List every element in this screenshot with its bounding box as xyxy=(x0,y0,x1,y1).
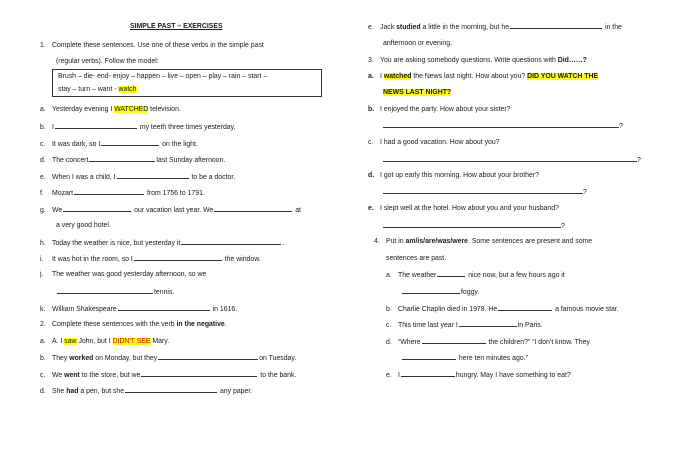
answer-blank[interactable] xyxy=(125,386,217,393)
answer-blank[interactable] xyxy=(383,155,637,162)
exercise-2-instruction: 2. Complete these sentences with the verb in the negative. xyxy=(40,321,227,328)
ex4-item-d-cont: here ten minutes ago.” xyxy=(402,353,528,363)
exercise-1-instruction-cont xyxy=(56,57,159,66)
ex3-item-b-answer: ? xyxy=(383,121,623,131)
answer-blank[interactable] xyxy=(510,22,602,29)
answer-blank[interactable] xyxy=(181,238,281,245)
ex2-item-e: e. Jack studied a little in the morning, but he in the xyxy=(368,24,622,31)
ex1-item-b: b. I my teeth three times yesterday. xyxy=(40,124,236,131)
ex2-item-d: d. She had a pen, but she any paper. xyxy=(40,388,253,395)
answer-blank[interactable] xyxy=(383,187,583,194)
worksheet-title: SIMPLE PAST – EXERCISES xyxy=(130,23,223,30)
answer-blank[interactable] xyxy=(402,353,456,360)
answer-blank[interactable] xyxy=(74,188,144,195)
ex3-item-c-answer: ? xyxy=(383,155,641,165)
answer-didnt-see: DIDN'T SEE xyxy=(112,338,151,345)
ex3-item-a: a. I watched the News last night. How about you? DID YOU WATCH THE xyxy=(368,73,599,80)
ex3-item-a-cont xyxy=(383,88,451,97)
answer-blank[interactable] xyxy=(498,304,552,311)
answer-blank[interactable] xyxy=(383,121,619,128)
verb-list-box xyxy=(52,69,322,97)
ex1-item-f: f. Mozart from 1756 to 1791. xyxy=(40,190,205,197)
answer-did-you-watch-cont: NEWS LAST NIGHT? xyxy=(383,89,452,96)
ex1-item-e: e. When I was a child, I to be a doctor. xyxy=(40,174,236,181)
answer-blank[interactable] xyxy=(383,221,561,228)
ex4-item-a-cont: foggy. xyxy=(402,287,479,297)
answer-blank[interactable] xyxy=(141,370,257,377)
ex3-item-c: c. I had a good vacation. How about you? xyxy=(368,139,500,146)
ex1-item-i: i. It was hot in the room, so I the window. xyxy=(40,256,261,263)
answer-blank[interactable] xyxy=(89,155,155,162)
highlight-watched: watched xyxy=(383,73,412,80)
answer-blank[interactable] xyxy=(158,353,258,360)
answer-did-you-watch: DID YOU WATCH THE xyxy=(527,73,599,80)
ex1-item-h: h. Today the weather is nice, but yesterday it . xyxy=(40,240,285,247)
ex3-item-d-answer: ? xyxy=(383,187,587,197)
answer-blank[interactable] xyxy=(57,287,153,294)
instruction-text: (regular verbs). Follow the model: xyxy=(56,58,159,65)
ex1-item-j-cont: tennis. xyxy=(56,287,174,297)
ex4-item-d: d. “Where the children?” “I don’t know. They xyxy=(386,339,590,346)
answer-blank[interactable] xyxy=(401,370,455,377)
ex4-item-a: a. The weather nice now, but a few hours ago it xyxy=(386,272,565,279)
ex1-item-c: c. It was dark, so I on the light. xyxy=(40,141,198,148)
ex3-item-e-answer: ? xyxy=(383,221,565,231)
ex2-item-e-cont: anfternoon or evening. xyxy=(383,40,452,47)
ex2-item-c: c. We went to the store, but we to the bank. xyxy=(40,372,297,379)
exercise-4-instruction-cont: sentences are past. xyxy=(386,255,447,262)
answer-blank[interactable] xyxy=(422,337,486,344)
ex3-item-b: b. I enjoyed the party. How about your sister? xyxy=(368,106,511,113)
exercise-3-number: 3. xyxy=(368,57,374,64)
exercise-4-instruction: 4. Put in am/is/are/was/were. Some sentences are present and some xyxy=(374,238,593,245)
ex4-item-c: c. This time last year I in Paris. xyxy=(386,322,543,329)
exercise-1-instruction xyxy=(40,41,264,50)
exercise-3-instruction: 3. You are asking somebody questions. Write questions with Did……? xyxy=(368,57,587,64)
answer-blank[interactable] xyxy=(118,304,210,311)
verb-list-line-1: Brush – die- end- enjoy – happen – live – open – play – rain – start – xyxy=(58,73,268,80)
answer-blank[interactable] xyxy=(134,254,222,261)
verb-list-line-2: stay – turn – want - watch xyxy=(58,86,137,93)
ex4-item-e: e. I hungry. May I have something to eat? xyxy=(386,372,571,379)
ex3-item-e: e. I slept well at the hotel. How about you and your husband? xyxy=(368,205,559,212)
ex1-item-d: d. The concert last Sunday afternoon. xyxy=(40,157,226,164)
exercise-1-number: 1. xyxy=(40,42,46,49)
answer-blank[interactable] xyxy=(63,205,131,212)
ex2-item-a: a. A. I saw John, but I DIDN'T SEE Mary. xyxy=(40,338,170,345)
answer-blank[interactable] xyxy=(55,122,137,129)
answer-blank[interactable] xyxy=(459,320,517,327)
exercise-4-number: 4. xyxy=(374,238,380,245)
answer-blank[interactable] xyxy=(437,270,465,277)
ex1-item-j: j. The weather was good yesterday afternoon, so we xyxy=(40,271,207,278)
answer-blank[interactable] xyxy=(214,205,292,212)
ex1-item-a: a. Yesterday evening I WATCHED television. xyxy=(40,106,181,113)
ex1-item-k: k. William Shakespeare in 1616. xyxy=(40,306,238,313)
answer-blank[interactable] xyxy=(402,287,460,294)
highlight-watch: watch xyxy=(118,86,137,93)
answer-blank[interactable] xyxy=(117,172,189,179)
highlight-saw: saw xyxy=(64,338,77,345)
ex4-item-b: b. Charlie Chaplin died in 1978. He a famous movie star. xyxy=(386,306,619,313)
exercise-2-number: 2. xyxy=(40,321,46,328)
answer-blank[interactable] xyxy=(101,139,159,146)
answer-watched: WATCHED xyxy=(114,106,149,113)
ex2-item-b: b. They worked on Monday, but they on Tuesday. xyxy=(40,355,297,362)
instruction-text: Complete these sentences. Use one of these verbs in the simple past xyxy=(52,42,264,49)
ex1-item-g-cont: a very good hotel. xyxy=(56,222,111,229)
ex3-item-d: d. I got up early this morning. How about your brother? xyxy=(368,172,539,179)
ex1-item-g: g. We our vacation last year. We at xyxy=(40,207,301,214)
